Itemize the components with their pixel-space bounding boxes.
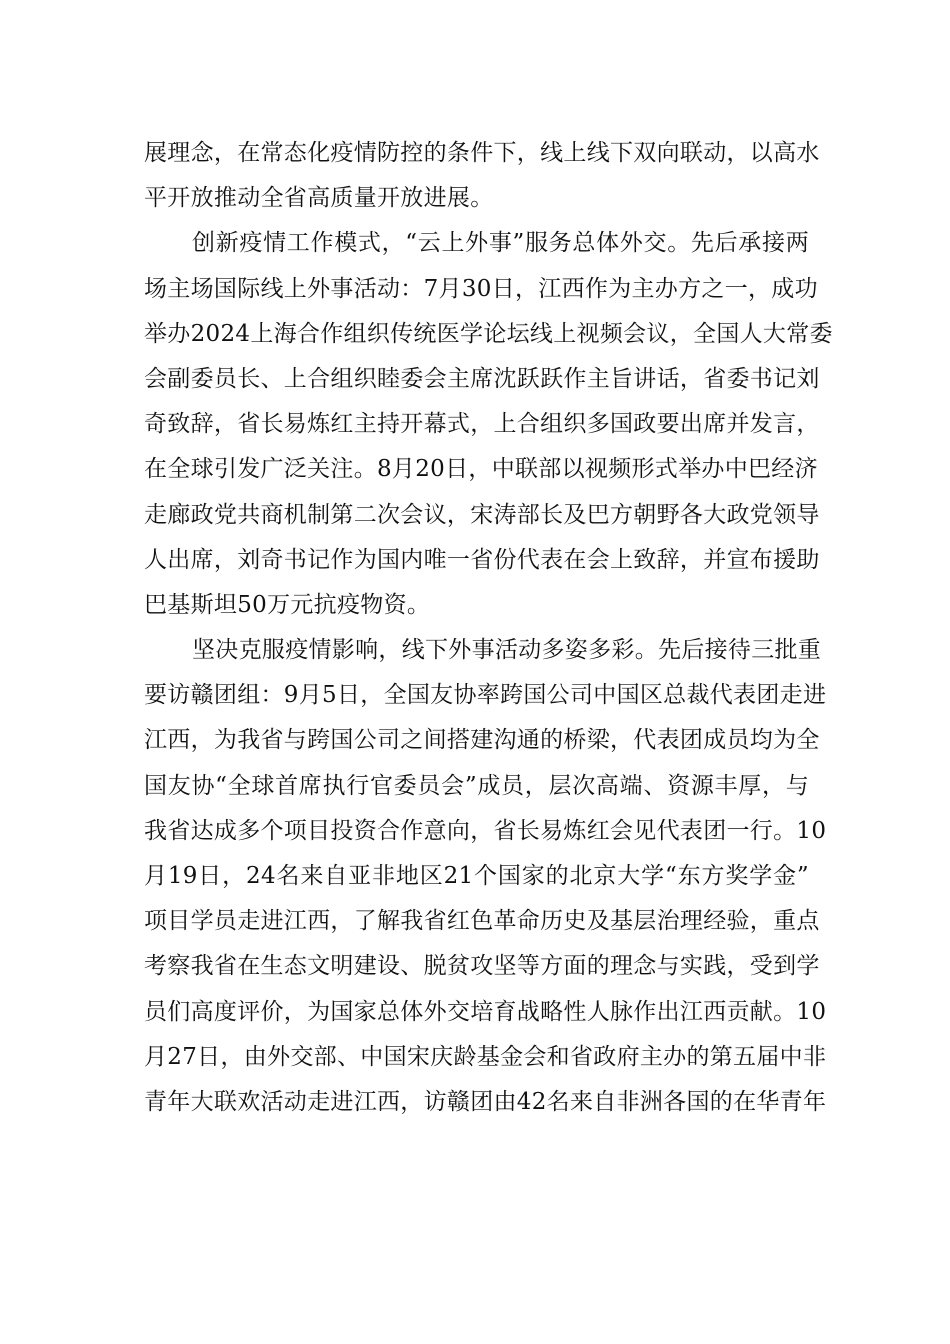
text-line: 场主场国际线上外事活动：7月30日，江西作为主办方之一，成功 (144, 275, 818, 302)
paragraph-first-line: 创新疫情工作模式，“云上外事”服务总体外交。先后承接两 (192, 230, 809, 257)
text-line: 江西，为我省与跨国公司之间搭建沟通的桥梁，代表团成员均为全 (144, 727, 820, 754)
text-line: 项目学员走进江西，了解我省红色革命历史及基层治理经验，重点 (144, 908, 820, 935)
text-line: 会副委员长、上合组织睦委会主席沈跃跃作主旨讲话，省委书记刘 (144, 365, 820, 392)
text-line: 在全球引发广泛关注。8月20日，中联部以视频形式举办中巴经济 (144, 456, 818, 483)
text-line: 考察我省在生态文明建设、脱贫攻坚等方面的理念与实践，受到学 (144, 953, 820, 980)
text-line: 员们高度评价，为国家总体外交培育战略性人脉作出江西贡献。10 (144, 998, 827, 1025)
paragraph-first-line: 坚决克服疫情影响，线下外事活动多姿多彩。先后接待三批重 (192, 637, 822, 664)
text-line: 月19日，24名来自亚非地区21个国家的北京大学“东方奖学金” (144, 863, 809, 889)
text-line: 人出席，刘奇书记作为国内唯一省份代表在会上致辞，并宣布援助 (144, 546, 820, 573)
text-line: 要访赣团组：9月5日，全国友协率跨国公司中国区总裁代表团走进 (144, 682, 827, 709)
text-line: 走廊政党共商机制第二次会议，宋涛部长及巴方朝野各大政党领导 (144, 501, 820, 528)
text-line: 国友协“全球首席执行官委员会”成员，层次高端、资源丰厚，与 (144, 772, 809, 799)
text-line: 展理念，在常态化疫情防控的条件下，线上线下双向联动，以高水 (144, 140, 820, 166)
text-line: 我省达成多个项目投资合作意向，省长易炼红会见代表团一行。10 (144, 817, 827, 844)
text-line: 奇致辞，省长易炼红主持开幕式，上合组织多国政要出席并发言， (144, 411, 820, 438)
text-line: 月27日，由外交部、中国宋庆龄基金会和省政府主办的第五届中非 (144, 1043, 827, 1070)
text-line: 青年大联欢活动走进江西，访赣团由42名来自非洲各国的在华青年 (144, 1088, 827, 1115)
text-line: 举办2024上海合作组织传统医学论坛线上视频会议，全国人大常委 (144, 320, 833, 347)
text-line: 平开放推动全省高质量开放进展。 (144, 185, 494, 212)
text-line: 巴基斯坦50万元抗疫物资。 (144, 591, 431, 618)
document-body (144, 131, 833, 1125)
